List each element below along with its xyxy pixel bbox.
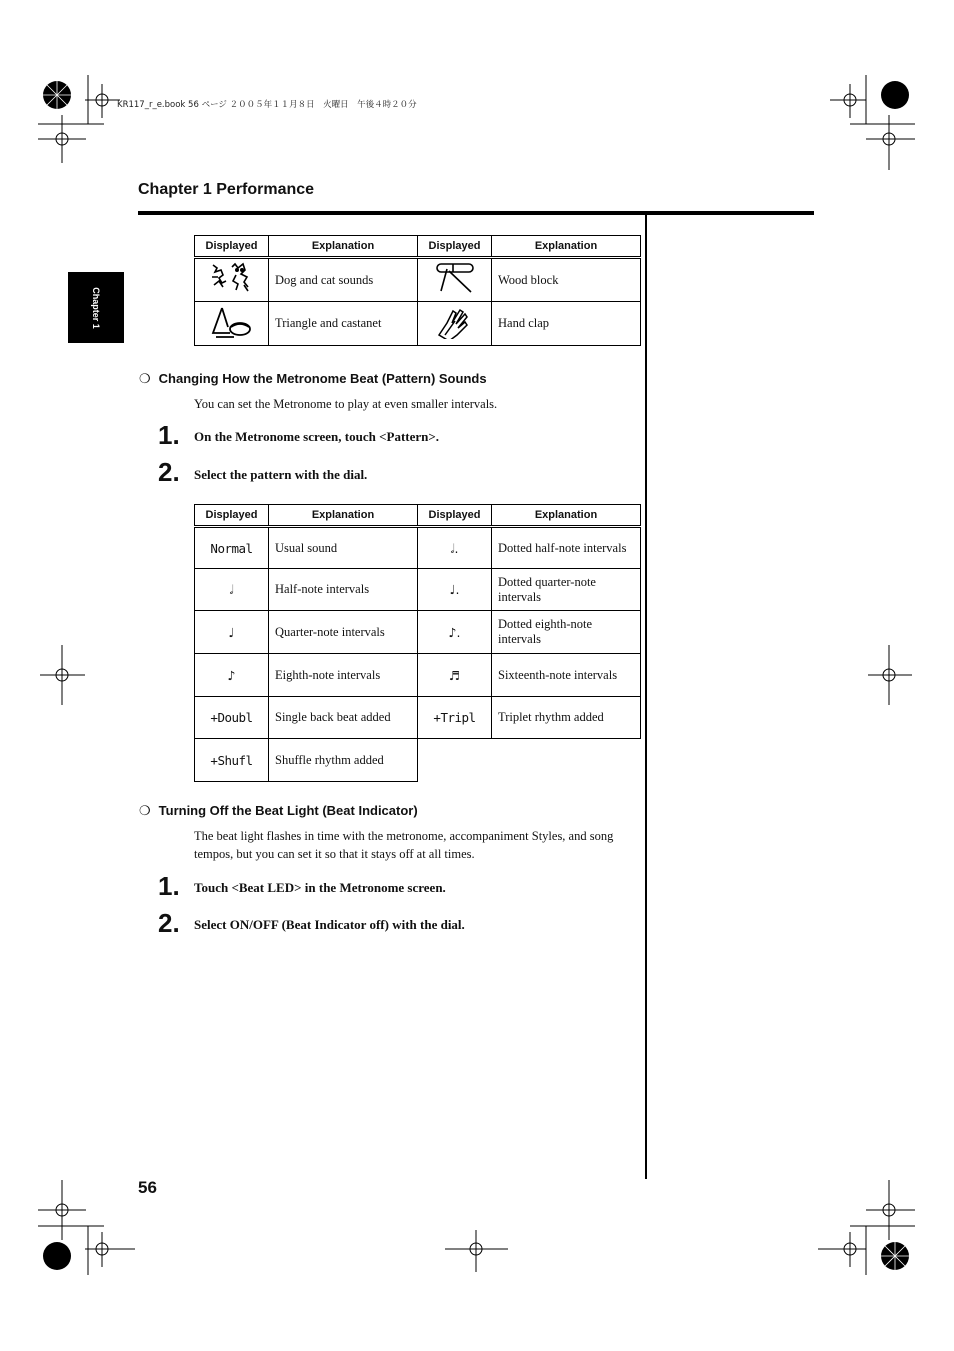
table-header-row <box>195 236 641 258</box>
column-header: Explanation <box>492 505 641 527</box>
table-row <box>195 569 641 611</box>
dotted-eighth-note-icon: ♪. <box>418 611 492 654</box>
column-header: Explanation <box>492 236 641 258</box>
display-normal: Normal <box>195 527 269 569</box>
explanation-cell: Dotted quarter-note intervals <box>492 569 641 611</box>
section-heading-pattern <box>139 371 487 387</box>
column-header: Explanation <box>269 505 418 527</box>
header-rule <box>138 211 814 215</box>
wood-block-icon <box>418 258 492 302</box>
quarter-note-icon: ♩ <box>195 611 269 654</box>
dotted-half-note-icon: 𝅗𝅥. <box>418 527 492 569</box>
page-number: 56 <box>138 1178 157 1197</box>
step-number: 1. <box>158 871 180 901</box>
display-doubl: +Doubl <box>195 697 269 739</box>
explanation-cell: Dotted half-note intervals <box>492 527 641 569</box>
explanation-cell: Shuffle rhythm added <box>269 739 418 782</box>
explanation-cell: Sixteenth-note intervals <box>492 654 641 697</box>
display-tripl: +Tripl <box>418 697 492 739</box>
explanation-cell: Usual sound <box>269 527 418 569</box>
step-number: 2. <box>158 457 180 487</box>
section-body: You can set the Metronome to play at even smaller intervals. <box>194 397 498 411</box>
column-header: Displayed <box>418 236 492 258</box>
explanation-cell: Half-note intervals <box>269 569 418 611</box>
step-text: Select ON/OFF (Beat Indicator off) with the dial. <box>194 917 465 932</box>
sixteenth-note-icon: ♬ <box>418 654 492 697</box>
section-heading-beat-light <box>139 803 418 819</box>
explanation-cell: Wood block <box>492 258 641 302</box>
section-title: Turning Off the Beat Light (Beat Indicator) <box>158 803 418 818</box>
empty-cell <box>418 739 641 782</box>
chapter-side-tab <box>68 272 124 343</box>
pattern-table <box>194 504 641 782</box>
eighth-note-icon: ♪ <box>195 654 269 697</box>
chapter-tab-label: Chapter 1 <box>91 286 101 329</box>
column-header: Displayed <box>195 505 269 527</box>
hand-clap-icon <box>418 302 492 346</box>
display-shufl: +Shufl <box>195 739 269 782</box>
table-row <box>195 654 641 697</box>
column-header: Explanation <box>269 236 418 258</box>
print-header: KR117_r_e.book 56 ページ ２００５年１１月８日 火曜日 午後４時２０分 <box>117 100 417 110</box>
table-header-row <box>195 505 641 527</box>
section-body: The beat light flashes in time with the metronome, accompaniment Styles, and song tempos, but you can set it so that it stays off at all times. <box>194 829 614 861</box>
table-row <box>195 258 641 302</box>
section-title: Changing How the Metronome Beat (Pattern) Sounds <box>158 371 487 386</box>
explanation-cell: Quarter-note intervals <box>269 611 418 654</box>
explanation-cell: Triplet rhythm added <box>492 697 641 739</box>
table-row <box>195 302 641 346</box>
explanation-cell: Single back beat added <box>269 697 418 739</box>
dotted-quarter-note-icon: ♩. <box>418 569 492 611</box>
table-row <box>195 527 641 569</box>
section-bullet: ❍ <box>139 804 151 819</box>
section-bullet: ❍ <box>139 372 151 387</box>
column-header: Displayed <box>418 505 492 527</box>
sound-icons-table <box>194 235 641 346</box>
explanation-cell: Dotted eighth-note intervals <box>492 611 641 654</box>
explanation-cell: Dog and cat sounds <box>269 258 418 302</box>
half-note-icon: 𝅗𝅥 <box>195 569 269 611</box>
explanation-cell: Hand clap <box>492 302 641 346</box>
triangle-castanet-icon <box>195 302 269 346</box>
chapter-title: Chapter 1 Performance <box>138 181 315 198</box>
table-row <box>195 697 641 739</box>
step-number: 1. <box>158 420 180 450</box>
step-text: Select the pattern with the dial. <box>194 467 368 482</box>
table-row <box>195 739 641 782</box>
column-header: Displayed <box>195 236 269 258</box>
dog-cat-icon <box>195 258 269 302</box>
column-rule <box>645 215 647 1179</box>
step-text: On the Metronome screen, touch <Pattern>. <box>194 429 440 444</box>
explanation-cell: Triangle and castanet <box>269 302 418 346</box>
step-number: 2. <box>158 908 180 938</box>
explanation-cell: Eighth-note intervals <box>269 654 418 697</box>
table-row <box>195 611 641 654</box>
step-text: Touch <Beat LED> in the Metronome screen. <box>194 880 446 895</box>
